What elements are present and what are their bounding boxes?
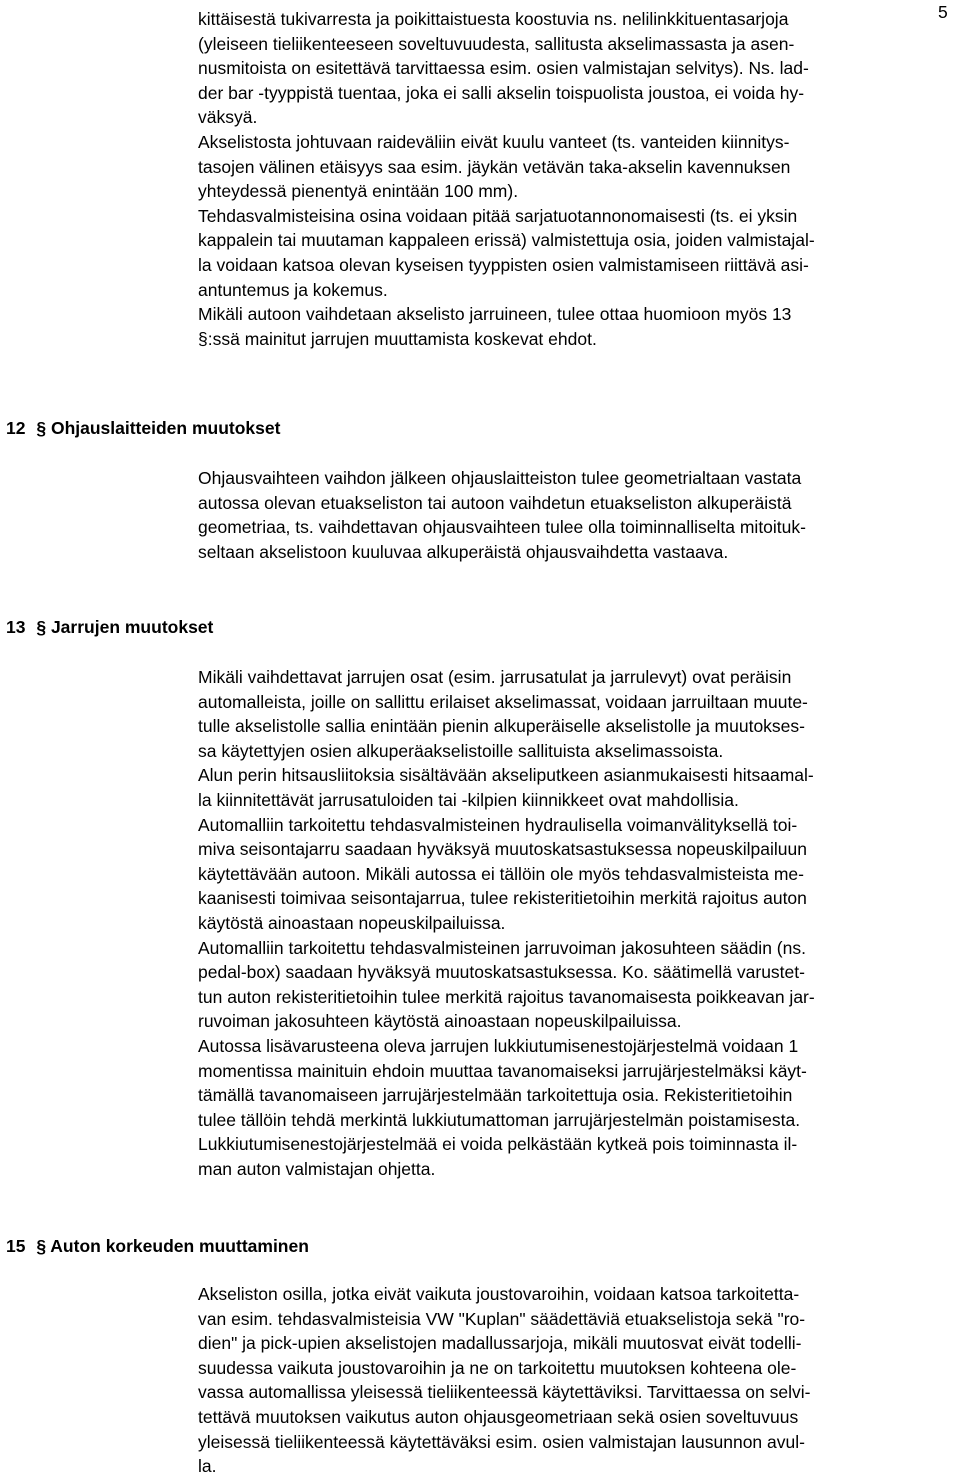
- text-line: (yleiseen tieliikenteeseen soveltuvuudesta, sallitusta akselimassasta ja asen-: [198, 33, 795, 54]
- text-line: la voidaan katsoa olevan kyseisen tyyppisten osien valmistamiseen riittävä asi-: [198, 254, 809, 275]
- text-line: sa käytettyjen osien alkuperäakselistoille sallituista akselimassoista.: [198, 740, 724, 761]
- text-line: vassa automallissa yleisessä tieliikenteessä käytettäviksi. Tarvittaessa on selvi-: [198, 1382, 811, 1403]
- text-line: Akselistosta johtuvaan raideväliin eivät kuulu vanteet (ts. vanteiden kiinnitys-: [198, 131, 790, 152]
- text-line: Mikäli autoon vaihdetaan akselisto jarruineen, tulee ottaa huomioon myös 13: [198, 304, 792, 325]
- text-line: tulee tällöin tehdä merkintä lukkiutumattoman jarrujärjestelmän poistamisesta.: [198, 1109, 801, 1130]
- text-line: Automalliin tarkoitettu tehdasvalmisteinen jarruvoiman jakosuhteen säädin (ns.: [198, 937, 806, 958]
- text-line: ruvoiman jakosuhteen käytöstä ainoastaan nopeuskilpailuissa.: [198, 1011, 682, 1032]
- section-13-body: [198, 665, 958, 1181]
- section-number: 15: [6, 1236, 26, 1256]
- text-line: dien" ja pick-upien akselistojen madallussarjoja, mikäli muutosvat eivät todelli-: [198, 1333, 802, 1354]
- text-line: Ohjausvaihteen vaihdon jälkeen ohjauslaitteiston tulee geometrialtaan vastata: [198, 468, 802, 488]
- text-line: väksyä.: [198, 107, 258, 128]
- section-13-heading: [6, 615, 213, 640]
- text-line: van esim. tehdasvalmisteisia VW "Kuplan" säädettäviä etuakselistoja sekä "ro-: [198, 1308, 806, 1329]
- section-symbol: §: [36, 617, 47, 637]
- section-symbol: §: [36, 418, 47, 438]
- text-line: Akseliston osilla, jotka eivät vaikuta joustovaroihin, voidaan katsoa tarkoitetta-: [198, 1284, 800, 1304]
- text-line: der bar -tyyppistä tuentaa, joka ei salli akselin toispuolista joustoa, ei voida hy-: [198, 82, 805, 103]
- text-line: pedal-box) saadaan hyväksyä muutoskatsastuksessa. Ko. säätimellä varustet-: [198, 962, 805, 983]
- section-symbol: §: [36, 1236, 47, 1256]
- text-line: käytettävään autoon. Mikäli autossa ei tällöin ole myös tehdasvalmisteista me-: [198, 863, 804, 884]
- text-line: §:ssä mainitut jarrujen muuttamista koskevat ehdot.: [198, 328, 597, 349]
- section-15-body: [198, 1282, 958, 1479]
- text-line: tulle akselistolle sallia enintään pienin alkuperäiselle akselistolle ja muutokses-: [198, 716, 805, 737]
- text-line: suudessa vaikuta joustovaroihin ja ne on tarkoitettu muutoksen kohteena ole-: [198, 1357, 797, 1378]
- text-line: automalleista, joille on sallittu erilaiset akselimassat, voidaan jarruiltaan muute-: [198, 691, 808, 712]
- text-line: antuntemus ja kokemus.: [198, 279, 388, 300]
- text-line: Mikäli vaihdettavat jarrujen osat (esim. jarrusatulat ja jarrulevyt) ovat peräisin: [198, 667, 792, 687]
- text-line: miva seisontajarru saadaan hyväksyä muutoskatsastuksessa nopeuskilpailuun: [198, 839, 807, 860]
- section-12-body: [198, 466, 958, 564]
- text-line: autossa olevan etuakseliston tai autoon vaihdetun etuakseliston alkuperäistä: [198, 492, 792, 513]
- section-title: Jarrujen muutokset: [50, 617, 214, 637]
- text-line: geometriaa, ts. vaihdettavan ohjausvaihteen tulee olla toiminnalliselta mitoituk-: [198, 517, 806, 538]
- text-line: yhteydessä pienentyä enintään 100 mm).: [198, 181, 519, 202]
- page-number: 5: [938, 2, 948, 22]
- text-line: tun auton rekisteritietoihin tulee merkitä rajoitus tavanomaisesta poikkeavan jar-: [198, 986, 815, 1007]
- section-12-heading: [6, 416, 280, 441]
- section-title: Ohjauslaitteiden muutokset: [50, 418, 281, 438]
- text-line: man auton valmistajan ohjetta.: [198, 1158, 436, 1179]
- section-number: 13: [6, 617, 26, 637]
- continued-paragraph: [198, 7, 958, 351]
- text-line: Lukkiutumisenestojärjestelmää ei voida pelkästään kytkeä pois toiminnasta il-: [198, 1134, 798, 1155]
- text-line: seltaan akselistoon kuuluvaa alkuperäistä ohjausvaihdetta vastaava.: [198, 541, 729, 562]
- text-line: kappalein tai muutaman kappaleen erissä) valmistettuja osia, joiden valmistajal-: [198, 230, 815, 251]
- text-line: käytöstä ainoastaan nopeuskilpailuissa.: [198, 912, 506, 933]
- text-line: yleisessä tieliikenteessä käytettäväksi esim. osien valmistajan lausunnon avul-: [198, 1431, 805, 1452]
- text-line: nusmitoista on esitettävä tarvittaessa esim. osien valmistajan selvitys). Ns. lad-: [198, 58, 809, 79]
- text-line: Automalliin tarkoitettu tehdasvalmisteinen hydraulisella voimanvälityksellä toi-: [198, 814, 798, 835]
- text-line: tasojen välinen etäisyys saa esim. jäykän vetävän taka-akselin kavennuksen: [198, 156, 791, 177]
- section-title: Auton korkeuden muuttaminen: [50, 1236, 309, 1256]
- text-line: Autossa lisävarusteena oleva jarrujen lukkiutumisenestojärjestelmä voidaan 1: [198, 1035, 799, 1056]
- text-line: kittäisestä tukivarresta ja poikittaistuesta koostuvia ns. nelilinkkituentasarjoja: [198, 9, 789, 29]
- text-line: momentissa mainituin ehdoin muuttaa tavanomaiseksi jarrujärjestelmäksi käyt-: [198, 1060, 807, 1081]
- text-line: kaanisesti toimivaa seisontajarrua, tulee rekisteritietoihin merkitä rajoitus auton: [198, 888, 807, 909]
- text-line: tämällä tavanomaiseen jarrujärjestelmään tarkoitettuja osia. Rekisteritietoihin: [198, 1085, 793, 1106]
- section-number: 12: [6, 418, 26, 438]
- section-15-heading: [6, 1234, 309, 1259]
- text-line: Alun perin hitsausliitoksia sisältävään akseliputkeen asianmukaisesti hitsaamal-: [198, 765, 814, 786]
- text-line: la kiinnitettävät jarrusatuloiden tai -kilpien kiinnikkeet ovat mahdollisia.: [198, 789, 739, 810]
- text-line: Tehdasvalmisteisina osina voidaan pitää sarjatuotannonomaisesti (ts. ei yksin: [198, 205, 798, 226]
- text-line: la.: [198, 1456, 217, 1477]
- text-line: tettävä muutoksen vaikutus auton ohjausgeometriaan sekä osien soveltuvuus: [198, 1406, 799, 1427]
